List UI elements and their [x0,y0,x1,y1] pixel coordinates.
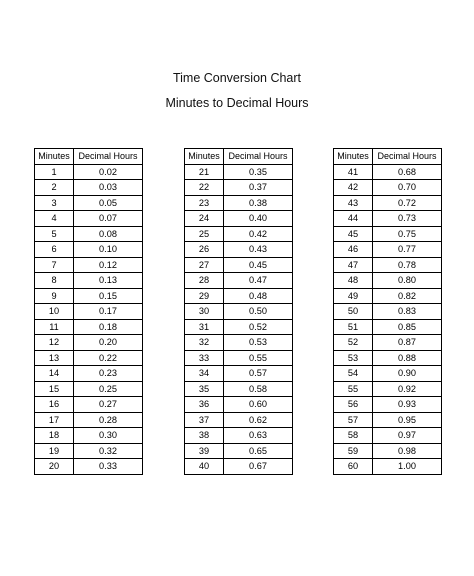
minutes-cell: 15 [35,381,74,397]
decimal-hours-cell: 0.42 [224,226,293,242]
table-row [334,319,442,335]
table-row [35,335,143,351]
minutes-cell: 8 [35,273,74,289]
decimal-hours-cell: 0.62 [224,412,293,428]
minutes-cell: 29 [185,288,224,304]
minutes-cell: 34 [185,366,224,382]
decimal-hours-cell: 0.77 [373,242,442,258]
table-row [185,397,293,413]
table-row [185,211,293,227]
minutes-cell: 47 [334,257,373,273]
decimal-hours-cell: 0.23 [74,366,143,382]
table-row [334,350,442,366]
minutes-cell: 20 [35,459,74,475]
table-row [334,273,442,289]
minutes-cell: 41 [334,164,373,180]
minutes-cell: 45 [334,226,373,242]
minutes-cell: 60 [334,459,373,475]
table-row [185,428,293,444]
table-header-row [185,149,293,165]
decimal-hours-cell: 0.27 [74,397,143,413]
minutes-cell: 31 [185,319,224,335]
table-row [334,397,442,413]
decimal-hours-cell: 0.70 [373,180,442,196]
decimal-hours-cell: 0.13 [74,273,143,289]
decimal-hours-cell: 0.05 [74,195,143,211]
table-row [35,319,143,335]
table-row [185,350,293,366]
minutes-cell: 24 [185,211,224,227]
minutes-cell: 26 [185,242,224,258]
minutes-cell: 7 [35,257,74,273]
minutes-cell: 48 [334,273,373,289]
table-row [185,381,293,397]
decimal-hours-cell: 0.98 [373,443,442,459]
page-title: Time Conversion Chart [172,71,302,85]
table-row [185,164,293,180]
minutes-cell: 56 [334,397,373,413]
decimal-hours-cell: 0.40 [224,211,293,227]
decimal-hours-cell: 0.83 [373,304,442,320]
minutes-cell: 50 [334,304,373,320]
table-row [185,443,293,459]
decimal-hours-cell: 0.17 [74,304,143,320]
decimal-hours-cell: 0.37 [224,180,293,196]
decimal-hours-cell: 0.58 [224,381,293,397]
table-row [35,226,143,242]
minutes-cell: 30 [185,304,224,320]
minutes-cell: 35 [185,381,224,397]
minutes-cell: 53 [334,350,373,366]
table-row [185,180,293,196]
decimal-hours-cell: 0.52 [224,319,293,335]
table-row [185,366,293,382]
decimal-hours-cell: 0.82 [373,288,442,304]
minutes-cell: 14 [35,366,74,382]
decimal-hours-cell: 0.80 [373,273,442,289]
minutes-cell: 22 [185,180,224,196]
decimal-hours-cell: 0.03 [74,180,143,196]
decimal-hours-cell: 0.97 [373,428,442,444]
minutes-cell: 36 [185,397,224,413]
minutes-cell: 6 [35,242,74,258]
decimal-hours-cell: 0.02 [74,164,143,180]
table-row [185,304,293,320]
table-row [185,288,293,304]
table-row [35,350,143,366]
table-row [35,412,143,428]
decimal-hours-cell: 0.72 [373,195,442,211]
conversion-table-1 [34,148,143,475]
table-row [35,273,143,289]
decimal-hours-cell: 1.00 [373,459,442,475]
minutes-cell: 32 [185,335,224,351]
decimal-hours-cell: 0.22 [74,350,143,366]
decimal-hours-cell: 0.95 [373,412,442,428]
table-row [185,319,293,335]
decimal-hours-cell: 0.45 [224,257,293,273]
header-minutes: Minutes [35,149,74,165]
decimal-hours-cell: 0.30 [74,428,143,444]
minutes-cell: 55 [334,381,373,397]
table-row [185,335,293,351]
table-row [334,428,442,444]
decimal-hours-cell: 0.57 [224,366,293,382]
decimal-hours-cell: 0.32 [74,443,143,459]
table-row [334,164,442,180]
decimal-hours-cell: 0.78 [373,257,442,273]
minutes-cell: 39 [185,443,224,459]
table-row [334,211,442,227]
minutes-cell: 46 [334,242,373,258]
decimal-hours-cell: 0.92 [373,381,442,397]
table-row [334,412,442,428]
table-header-row [334,149,442,165]
decimal-hours-cell: 0.20 [74,335,143,351]
minutes-cell: 59 [334,443,373,459]
decimal-hours-cell: 0.10 [74,242,143,258]
minutes-cell: 2 [35,180,74,196]
minutes-cell: 23 [185,195,224,211]
minutes-cell: 17 [35,412,74,428]
table-row [185,226,293,242]
page-subtitle: Minutes to Decimal Hours [165,96,309,110]
decimal-hours-cell: 0.65 [224,443,293,459]
table-row [35,381,143,397]
minutes-cell: 51 [334,319,373,335]
header-decimal-hours: Decimal Hours [373,149,442,165]
minutes-cell: 16 [35,397,74,413]
header-minutes: Minutes [185,149,224,165]
decimal-hours-cell: 0.07 [74,211,143,227]
decimal-hours-cell: 0.85 [373,319,442,335]
conversion-table-3 [333,148,442,475]
minutes-cell: 10 [35,304,74,320]
decimal-hours-cell: 0.73 [373,211,442,227]
decimal-hours-cell: 0.67 [224,459,293,475]
minutes-cell: 57 [334,412,373,428]
decimal-hours-cell: 0.33 [74,459,143,475]
minutes-cell: 1 [35,164,74,180]
conversion-table-2 [184,148,293,475]
table-row [185,195,293,211]
minutes-cell: 12 [35,335,74,351]
table-row [334,366,442,382]
header-decimal-hours: Decimal Hours [74,149,143,165]
minutes-cell: 44 [334,211,373,227]
header-minutes: Minutes [334,149,373,165]
table-row [334,381,442,397]
table-row [334,288,442,304]
table-row [185,257,293,273]
table-row [35,211,143,227]
decimal-hours-cell: 0.15 [74,288,143,304]
minutes-cell: 52 [334,335,373,351]
table-row [334,226,442,242]
minutes-cell: 58 [334,428,373,444]
minutes-cell: 11 [35,319,74,335]
table-row [185,459,293,475]
table-row [334,459,442,475]
minutes-cell: 21 [185,164,224,180]
table-row [185,242,293,258]
minutes-cell: 18 [35,428,74,444]
minutes-cell: 54 [334,366,373,382]
table-row [334,180,442,196]
decimal-hours-cell: 0.25 [74,381,143,397]
decimal-hours-cell: 0.93 [373,397,442,413]
decimal-hours-cell: 0.53 [224,335,293,351]
minutes-cell: 19 [35,443,74,459]
decimal-hours-cell: 0.18 [74,319,143,335]
decimal-hours-cell: 0.75 [373,226,442,242]
table-row [35,304,143,320]
table-row [35,242,143,258]
table-row [35,443,143,459]
table-row [334,304,442,320]
table-row [334,257,442,273]
table-row [35,180,143,196]
table-row [185,412,293,428]
table-row [185,273,293,289]
minutes-cell: 3 [35,195,74,211]
minutes-cell: 4 [35,211,74,227]
decimal-hours-cell: 0.43 [224,242,293,258]
table-row [35,397,143,413]
minutes-cell: 42 [334,180,373,196]
decimal-hours-cell: 0.63 [224,428,293,444]
minutes-cell: 43 [334,195,373,211]
table-row [35,428,143,444]
decimal-hours-cell: 0.68 [373,164,442,180]
table-row [334,242,442,258]
table-row [334,443,442,459]
minutes-cell: 37 [185,412,224,428]
decimal-hours-cell: 0.55 [224,350,293,366]
minutes-cell: 27 [185,257,224,273]
decimal-hours-cell: 0.35 [224,164,293,180]
table-row [35,459,143,475]
decimal-hours-cell: 0.08 [74,226,143,242]
decimal-hours-cell: 0.60 [224,397,293,413]
decimal-hours-cell: 0.87 [373,335,442,351]
table-row [35,288,143,304]
decimal-hours-cell: 0.90 [373,366,442,382]
minutes-cell: 25 [185,226,224,242]
table-row [35,164,143,180]
decimal-hours-cell: 0.12 [74,257,143,273]
decimal-hours-cell: 0.48 [224,288,293,304]
minutes-cell: 38 [185,428,224,444]
header-decimal-hours: Decimal Hours [224,149,293,165]
decimal-hours-cell: 0.38 [224,195,293,211]
minutes-cell: 28 [185,273,224,289]
decimal-hours-cell: 0.88 [373,350,442,366]
minutes-cell: 40 [185,459,224,475]
table-row [334,335,442,351]
table-row [334,195,442,211]
decimal-hours-cell: 0.47 [224,273,293,289]
minutes-cell: 13 [35,350,74,366]
decimal-hours-cell: 0.28 [74,412,143,428]
minutes-cell: 49 [334,288,373,304]
minutes-cell: 9 [35,288,74,304]
table-row [35,366,143,382]
table-row [35,195,143,211]
decimal-hours-cell: 0.50 [224,304,293,320]
minutes-cell: 5 [35,226,74,242]
table-header-row [35,149,143,165]
table-row [35,257,143,273]
minutes-cell: 33 [185,350,224,366]
